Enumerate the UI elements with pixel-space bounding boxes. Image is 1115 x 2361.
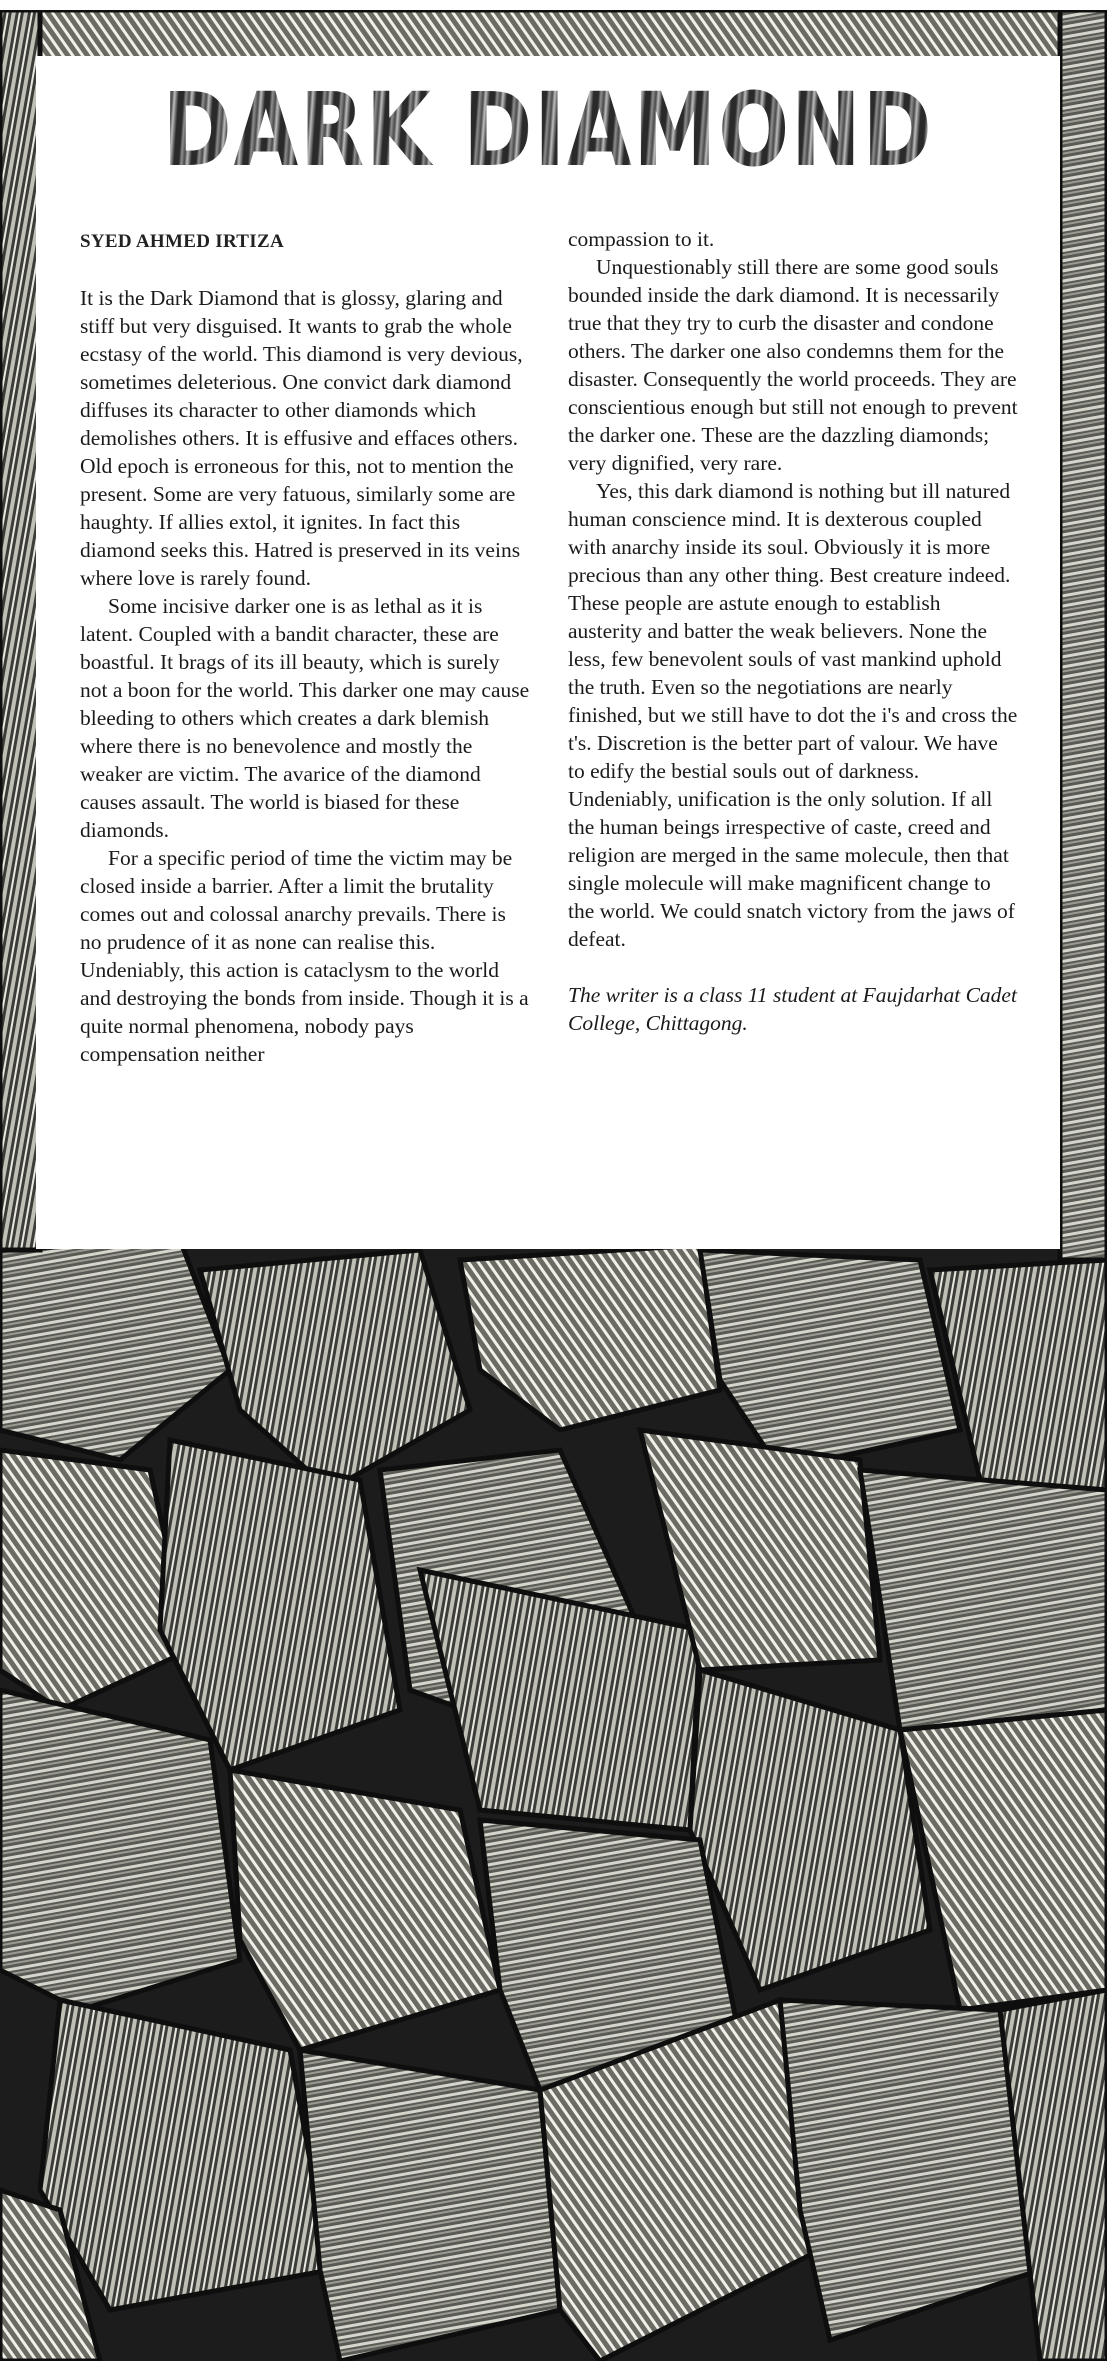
article-column-left: [80, 228, 530, 1068]
paragraph: Yes, this dark diamond is nothing but ill natured human conscience mind. It is dexterous coupled with anarchy inside its soul. Obviously it is more precious than any other thing. Best creature indeed. These people are astute enough to establish austerity and batter the weak believers. None the less, few benevolent souls of vast mankind uphold the truth. Even so the negotiations are nearly finished, but we still have to dot the i's and cross the t's. Discretion is the better part of valour. We have to edify the bestial souls out of darkness. Undeniably, unification is the only solution. If all the human beings irrespective of caste, creed and religion are merged in the same molecule, then that single molecule will make magnificent change to the world. We could snatch victory from the jaws of defeat.: [568, 479, 1018, 951]
paragraph: Some incisive darker one is as lethal as it is latent. Coupled with a bandit character, these are boastful. It brags of its ill beauty, which is surely not a boon for the world. This darker one may cause bleeding to others which creates a dark blemish where there is no benevolence and mostly the weaker are victim. The avarice of the diamond causes assault. The world is biased for these diamonds.: [80, 594, 530, 842]
writer-credit: The writer is a class 11 student at Faujdarhat Cadet College, Chittagong.: [568, 983, 1017, 1035]
article-byline: SYED AHMED IRTIZA: [80, 231, 284, 252]
top-border: [0, 0, 1115, 10]
article-title: DARK DIAMOND: [128, 76, 968, 186]
paragraph: For a specific period of time the victim may be closed inside a barrier. After a limit the brutality comes out and colossal anarchy prevails. There is no prudence of it as none can realise this. Undeniably, this action is cataclysm to the world and destroying the bonds from inside. Though it is a quite normal phenomena, nobody pays compensation neither: [80, 846, 529, 1066]
paragraph: compassion to it.: [568, 227, 715, 251]
paragraph: Unquestionably still there are some good souls bounded inside the dark diamond. It is necessarily true that they try to curb the disaster and condone others. The darker one also condemns them for the disaster. Consequently the world proceeds. They are conscientious enough but still not enough to prevent the darker one. These are the dazzling diamonds; very dignified, very rare.: [568, 255, 1018, 475]
paragraph: It is the Dark Diamond that is glossy, glaring and stiff but very disguised. It wants to grab the whole ecstasy of the world. This diamond is very devious, sometimes deleterious. One convict dark diamond diffuses its character to other diamonds which demolishes others. It is effusive and effaces others. Old epoch is erroneous for this, not to mention the present. Some are very fatuous, similarly some are haughty. If allies extol, it ignites. In fact this diamond seeks this. Hatred is preserved in its veins where love is rarely found.: [80, 286, 523, 590]
article-column-right: [568, 225, 1018, 1037]
right-border: [1107, 0, 1115, 2361]
article-panel: [36, 56, 1060, 1249]
